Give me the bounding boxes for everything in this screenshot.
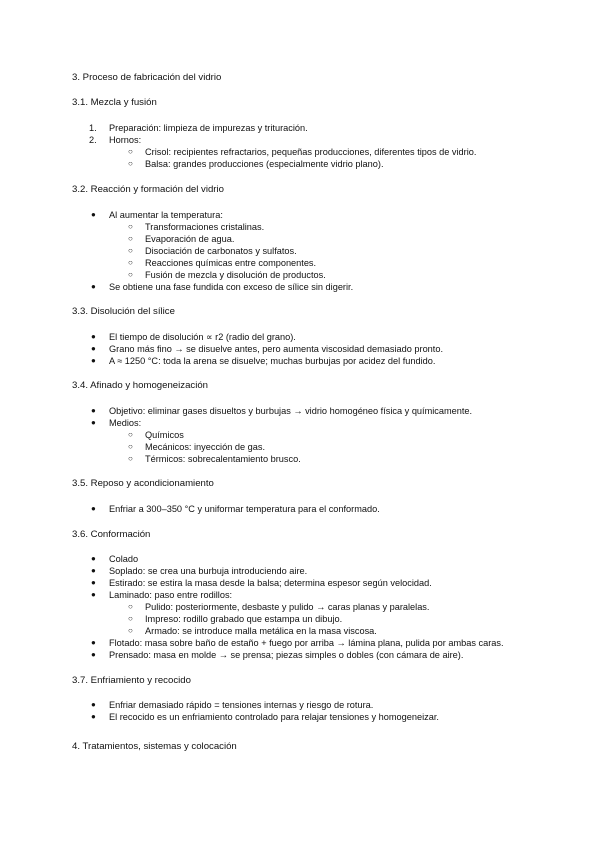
list-item: Enfriar a 300–350 °C y uniformar temperatura para el conformado. xyxy=(109,504,380,514)
list-item: El tiempo de disolución ∝ r2 (radio del grano). xyxy=(109,332,296,342)
sub-list-item: Impreso: rodillo grabado que estampa un dibujo. xyxy=(145,614,343,624)
section-4-heading: 4. Tratamientos, sistemas y colocación xyxy=(72,741,237,752)
section-3-6-heading: 3.6. Conformación xyxy=(72,529,151,540)
circle-bullet-icon: ○ xyxy=(128,246,133,255)
bullet-icon: ● xyxy=(91,418,96,427)
list-item: Prensado: masa en molde → se prensa; piezas simples o dobles (con cámara de aire). xyxy=(109,650,464,660)
bullet-icon: ● xyxy=(91,590,96,599)
bullet-icon: ● xyxy=(91,650,96,659)
circle-bullet-icon: ○ xyxy=(128,222,133,231)
bullet-icon: ● xyxy=(91,566,96,575)
list-item: Preparación: limpieza de impurezas y trituración. xyxy=(109,123,308,133)
circle-bullet-icon: ○ xyxy=(128,258,133,267)
bullet-icon: ● xyxy=(91,344,96,353)
list-item: Medios: xyxy=(109,418,142,428)
list-item: A ≈ 1250 °C: toda la arena se disuelve; muchas burbujas por acidez del fundido. xyxy=(109,356,436,366)
section-3-5-heading: 3.5. Reposo y acondicionamiento xyxy=(72,478,214,489)
list-item: Hornos: xyxy=(109,135,142,145)
sub-list-item: Fusión de mezcla y disolución de productos. xyxy=(145,270,326,280)
bullet-icon: ● xyxy=(91,356,96,365)
bullet-icon: ● xyxy=(91,406,96,415)
section-3-4-heading: 3.4. Afinado y homogeneización xyxy=(72,380,209,391)
circle-bullet-icon: ○ xyxy=(128,234,133,243)
circle-bullet-icon: ○ xyxy=(128,430,133,439)
circle-bullet-icon: ○ xyxy=(128,147,133,156)
bullet-icon: ● xyxy=(91,332,96,341)
list-item: Grano más fino → se disuelve antes, pero aumenta viscosidad demasiado pronto. xyxy=(109,344,443,354)
sub-list-item: Balsa: grandes producciones (especialmente vidrio plano). xyxy=(145,159,384,169)
bullet-icon: ● xyxy=(91,282,96,291)
section-3-1-heading: 3.1. Mezcla y fusión xyxy=(72,97,157,108)
list-marker: 2. xyxy=(89,135,97,145)
bullet-icon: ● xyxy=(91,554,96,563)
bullet-icon: ● xyxy=(91,638,96,647)
list-item: Objetivo: eliminar gases disueltos y burbujas → vidrio homogéneo física y químicamente. xyxy=(109,406,473,416)
circle-bullet-icon: ○ xyxy=(128,159,133,168)
bullet-icon: ● xyxy=(91,504,96,513)
list-item: Se obtiene una fase fundida con exceso de sílice sin digerir. xyxy=(109,282,354,292)
list-marker: 1. xyxy=(89,123,97,133)
list-item: El recocido es un enfriamiento controlado para relajar tensiones y homogeneizar. xyxy=(109,712,439,722)
bullet-icon: ● xyxy=(91,700,96,709)
sub-list-item: Transformaciones cristalinas. xyxy=(145,222,265,232)
sub-list-item: Disociación de carbonatos y sulfatos. xyxy=(145,246,297,256)
list-item: Estirado: se estira la masa desde la balsa; determina espesor según velocidad. xyxy=(109,578,432,588)
circle-bullet-icon: ○ xyxy=(128,602,133,611)
sub-list-item: Pulido: posteriormente, desbaste y pulido → caras planas y paralelas. xyxy=(145,602,430,612)
section-3-heading: 3. Proceso de fabricación del vidrio xyxy=(72,72,222,83)
section-3-7-heading: 3.7. Enfriamiento y recocido xyxy=(72,675,191,686)
circle-bullet-icon: ○ xyxy=(128,454,133,463)
sub-list-item: Químicos xyxy=(145,430,184,440)
section-3-3-heading: 3.3. Disolución del sílice xyxy=(72,306,175,317)
list-item: Colado xyxy=(109,554,139,564)
sub-list-item: Armado: se introduce malla metálica en la masa viscosa. xyxy=(145,626,377,636)
circle-bullet-icon: ○ xyxy=(128,626,133,635)
circle-bullet-icon: ○ xyxy=(128,270,133,279)
list-item: Enfriar demasiado rápido = tensiones internas y riesgo de rotura. xyxy=(109,700,374,710)
sub-list-item: Reacciones químicas entre componentes. xyxy=(145,258,317,268)
sub-list-item: Térmicos: sobrecalentamiento brusco. xyxy=(145,454,301,464)
list-item: Laminado: paso entre rodillos: xyxy=(109,590,233,600)
circle-bullet-icon: ○ xyxy=(128,442,133,451)
circle-bullet-icon: ○ xyxy=(128,614,133,623)
bullet-icon: ● xyxy=(91,578,96,587)
sub-list-item: Mecánicos: inyección de gas. xyxy=(145,442,266,452)
section-3-2-heading: 3.2. Reacción y formación del vidrio xyxy=(72,184,224,195)
bullet-icon: ● xyxy=(91,712,96,721)
sub-list-item: Evaporación de agua. xyxy=(145,234,235,244)
list-item: Al aumentar la temperatura: xyxy=(109,210,223,220)
bullet-icon: ● xyxy=(91,210,96,219)
list-item: Soplado: se crea una burbuja introduciendo aire. xyxy=(109,566,308,576)
sub-list-item: Crisol: recipientes refractarios, pequeñas producciones, diferentes tipos de vidrio. xyxy=(145,147,477,157)
list-item: Flotado: masa sobre baño de estaño + fuego por arriba → lámina plana, pulida por ambas caras. xyxy=(109,638,504,648)
